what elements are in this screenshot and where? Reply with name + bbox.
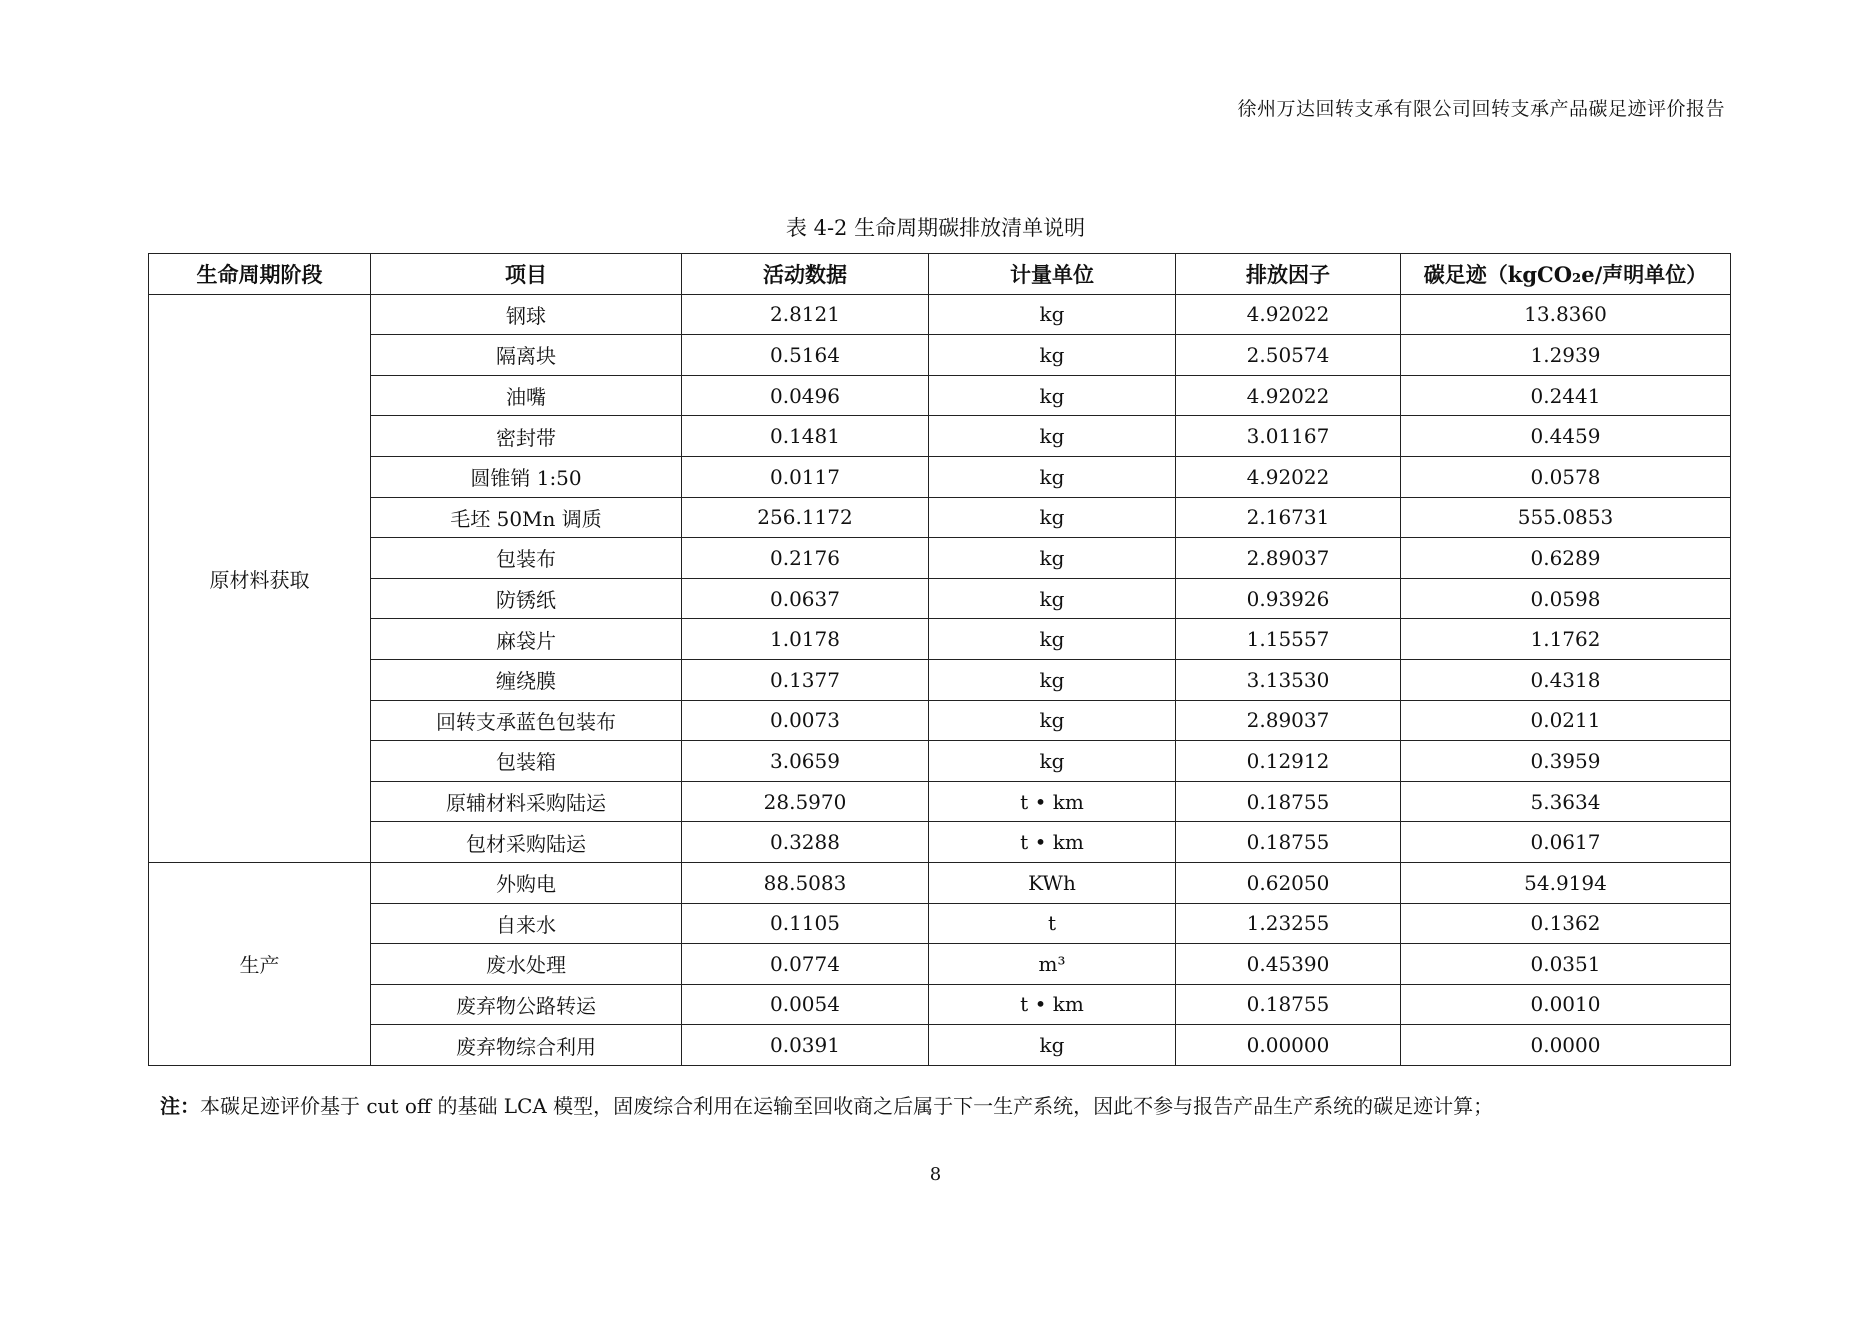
cell-carbon-footprint: 0.0578 xyxy=(1401,456,1731,497)
cell-activity-data: 0.1481 xyxy=(682,416,929,457)
cell-item: 回转支承蓝色包装布 xyxy=(371,700,682,741)
cell-item: 隔离块 xyxy=(371,335,682,376)
cell-carbon-footprint: 0.6289 xyxy=(1401,538,1731,579)
table-row xyxy=(149,781,1731,822)
cell-unit: kg xyxy=(929,578,1176,619)
table-row xyxy=(149,741,1731,782)
table-body xyxy=(149,294,1731,1065)
cell-item: 油嘴 xyxy=(371,375,682,416)
cell-item: 原辅材料采购陆运 xyxy=(371,781,682,822)
cell-unit: kg xyxy=(929,741,1176,782)
cell-emission-factor: 0.12912 xyxy=(1176,741,1401,782)
column-header-activity: 活动数据 xyxy=(682,254,929,295)
table-row xyxy=(149,862,1731,903)
table-row xyxy=(149,538,1731,579)
cell-carbon-footprint: 0.2441 xyxy=(1401,375,1731,416)
column-header-stage: 生命周期阶段 xyxy=(149,254,371,295)
cell-activity-data: 0.1377 xyxy=(682,659,929,700)
cell-emission-factor: 0.00000 xyxy=(1176,1025,1401,1066)
column-header-footprint: 碳足迹（kgCO₂e/声明单位） xyxy=(1401,254,1731,295)
cell-emission-factor: 1.15557 xyxy=(1176,619,1401,660)
cell-carbon-footprint: 555.0853 xyxy=(1401,497,1731,538)
page-number: 8 xyxy=(929,1164,942,1185)
cell-item: 外购电 xyxy=(371,862,682,903)
cell-activity-data: 1.0178 xyxy=(682,619,929,660)
cell-activity-data: 0.3288 xyxy=(682,822,929,863)
cell-item: 自来水 xyxy=(371,903,682,944)
table-note xyxy=(160,1090,1493,1119)
cell-emission-factor: 4.92022 xyxy=(1176,375,1401,416)
table-row xyxy=(149,659,1731,700)
table-row xyxy=(149,335,1731,376)
cell-carbon-footprint: 0.0000 xyxy=(1401,1025,1731,1066)
cell-carbon-footprint: 1.1762 xyxy=(1401,619,1731,660)
cell-carbon-footprint: 0.0598 xyxy=(1401,578,1731,619)
cell-item: 包装箱 xyxy=(371,741,682,782)
table-row xyxy=(149,416,1731,457)
note-label: 注： xyxy=(160,1094,200,1118)
running-header: 徐州万达回转支承有限公司回转支承产品碳足迹评价报告 xyxy=(1237,98,1725,120)
cell-unit: m³ xyxy=(929,944,1176,985)
cell-emission-factor: 0.93926 xyxy=(1176,578,1401,619)
column-header-item: 项目 xyxy=(371,254,682,295)
cell-carbon-footprint: 1.2939 xyxy=(1401,335,1731,376)
note-text: 本碳足迹评价基于 cut off 的基础 LCA 模型，固废综合利用在运输至回收商之后属于下一生产系统，因此不参与报告产品生产系统的碳足迹计算； xyxy=(200,1094,1494,1118)
cell-emission-factor: 0.18755 xyxy=(1176,984,1401,1025)
cell-carbon-footprint: 0.3959 xyxy=(1401,741,1731,782)
cell-activity-data: 88.5083 xyxy=(682,862,929,903)
cell-item: 防锈纸 xyxy=(371,578,682,619)
cell-unit: t xyxy=(929,903,1176,944)
cell-unit: t • km xyxy=(929,984,1176,1025)
cell-unit: kg xyxy=(929,294,1176,335)
cell-activity-data: 0.0774 xyxy=(682,944,929,985)
table-header-row xyxy=(149,254,1731,295)
cell-activity-data: 3.0659 xyxy=(682,741,929,782)
cell-emission-factor: 0.18755 xyxy=(1176,781,1401,822)
table-row xyxy=(149,903,1731,944)
cell-activity-data: 2.8121 xyxy=(682,294,929,335)
cell-activity-data: 0.0637 xyxy=(682,578,929,619)
emission-inventory-table xyxy=(148,253,1731,1066)
cell-carbon-footprint: 54.9194 xyxy=(1401,862,1731,903)
cell-emission-factor: 0.45390 xyxy=(1176,944,1401,985)
table-caption: 表 4-2 生命周期碳排放清单说明 xyxy=(785,216,1086,240)
cell-carbon-footprint: 0.0211 xyxy=(1401,700,1731,741)
cell-item: 圆锥销 1:50 xyxy=(371,456,682,497)
table-row xyxy=(149,456,1731,497)
cell-activity-data: 0.0391 xyxy=(682,1025,929,1066)
cell-emission-factor: 3.13530 xyxy=(1176,659,1401,700)
cell-unit: kg xyxy=(929,1025,1176,1066)
cell-activity-data: 0.0117 xyxy=(682,456,929,497)
cell-unit: t • km xyxy=(929,822,1176,863)
cell-item: 密封带 xyxy=(371,416,682,457)
cell-item: 麻袋片 xyxy=(371,619,682,660)
cell-unit: kg xyxy=(929,497,1176,538)
cell-carbon-footprint: 0.4459 xyxy=(1401,416,1731,457)
cell-item: 废弃物综合利用 xyxy=(371,1025,682,1066)
cell-carbon-footprint: 5.3634 xyxy=(1401,781,1731,822)
cell-carbon-footprint: 0.0617 xyxy=(1401,822,1731,863)
cell-emission-factor: 0.62050 xyxy=(1176,862,1401,903)
cell-unit: kg xyxy=(929,456,1176,497)
cell-unit: KWh xyxy=(929,862,1176,903)
cell-carbon-footprint: 0.4318 xyxy=(1401,659,1731,700)
table-row xyxy=(149,1025,1731,1066)
cell-unit: kg xyxy=(929,659,1176,700)
table-row xyxy=(149,944,1731,985)
column-header-unit: 计量单位 xyxy=(929,254,1176,295)
table-row xyxy=(149,822,1731,863)
table-row xyxy=(149,619,1731,660)
cell-carbon-footprint: 0.1362 xyxy=(1401,903,1731,944)
cell-emission-factor: 3.01167 xyxy=(1176,416,1401,457)
column-header-factor: 排放因子 xyxy=(1176,254,1401,295)
cell-item: 缠绕膜 xyxy=(371,659,682,700)
cell-activity-data: 0.5164 xyxy=(682,335,929,376)
cell-unit: kg xyxy=(929,619,1176,660)
cell-item: 包材采购陆运 xyxy=(371,822,682,863)
cell-lifecycle-stage: 生产 xyxy=(149,862,371,1065)
table-row xyxy=(149,984,1731,1025)
cell-lifecycle-stage: 原材料获取 xyxy=(149,294,371,862)
cell-item: 毛坯 50Mn 调质 xyxy=(371,497,682,538)
table-row xyxy=(149,375,1731,416)
header-rule xyxy=(146,126,1725,127)
table-row xyxy=(149,294,1731,335)
table-row xyxy=(149,700,1731,741)
cell-activity-data: 28.5970 xyxy=(682,781,929,822)
table-row xyxy=(149,578,1731,619)
cell-emission-factor: 4.92022 xyxy=(1176,294,1401,335)
cell-carbon-footprint: 0.0351 xyxy=(1401,944,1731,985)
cell-unit: kg xyxy=(929,538,1176,579)
cell-unit: t • km xyxy=(929,781,1176,822)
cell-activity-data: 0.0054 xyxy=(682,984,929,1025)
cell-unit: kg xyxy=(929,375,1176,416)
cell-activity-data: 0.0073 xyxy=(682,700,929,741)
cell-carbon-footprint: 0.0010 xyxy=(1401,984,1731,1025)
cell-emission-factor: 4.92022 xyxy=(1176,456,1401,497)
cell-emission-factor: 2.16731 xyxy=(1176,497,1401,538)
cell-item: 包装布 xyxy=(371,538,682,579)
cell-emission-factor: 2.89037 xyxy=(1176,700,1401,741)
cell-activity-data: 0.0496 xyxy=(682,375,929,416)
cell-emission-factor: 2.89037 xyxy=(1176,538,1401,579)
cell-emission-factor: 2.50574 xyxy=(1176,335,1401,376)
cell-activity-data: 0.1105 xyxy=(682,903,929,944)
cell-emission-factor: 0.18755 xyxy=(1176,822,1401,863)
table-row xyxy=(149,497,1731,538)
cell-item: 废弃物公路转运 xyxy=(371,984,682,1025)
cell-unit: kg xyxy=(929,700,1176,741)
cell-item: 钢球 xyxy=(371,294,682,335)
cell-unit: kg xyxy=(929,335,1176,376)
cell-activity-data: 0.2176 xyxy=(682,538,929,579)
cell-item: 废水处理 xyxy=(371,944,682,985)
cell-activity-data: 256.1172 xyxy=(682,497,929,538)
cell-emission-factor: 1.23255 xyxy=(1176,903,1401,944)
cell-carbon-footprint: 13.8360 xyxy=(1401,294,1731,335)
cell-unit: kg xyxy=(929,416,1176,457)
